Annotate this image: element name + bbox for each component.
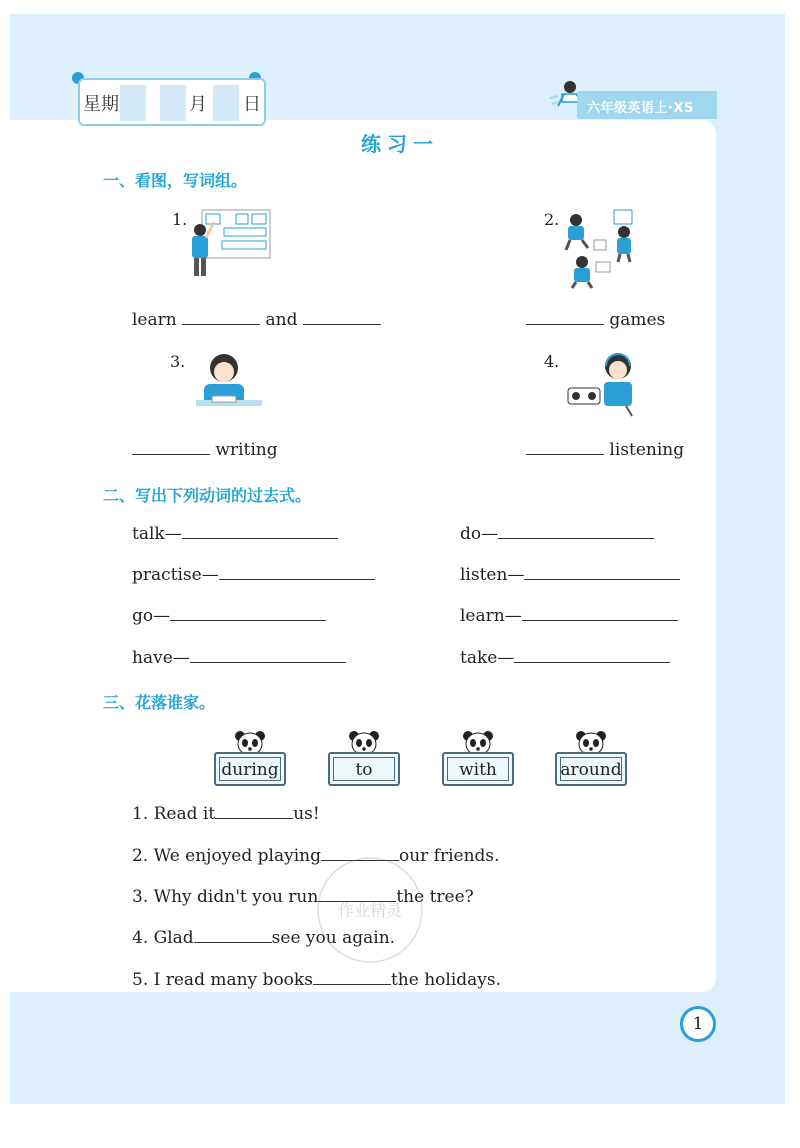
answer-blank[interactable]: [526, 441, 604, 455]
answer-blank[interactable]: [219, 566, 375, 580]
verb-word: listen—: [460, 565, 525, 585]
word-card-around[interactable]: [555, 752, 627, 786]
sentence-text: 5. I read many books: [132, 970, 313, 990]
verb-word: learn—: [460, 606, 522, 626]
item-number: 2.: [544, 210, 560, 229]
sentence-text: 2. We enjoyed playing: [132, 846, 321, 866]
page-title: 练习一: [361, 132, 439, 156]
verb-word: talk—: [132, 524, 182, 544]
answer-blank[interactable]: [526, 311, 604, 325]
answer-blank[interactable]: [514, 649, 670, 663]
answer-blank[interactable]: [170, 607, 326, 621]
verb-word: have—: [132, 648, 190, 668]
answer-blank[interactable]: [190, 649, 346, 663]
weekday-label: 星期: [83, 94, 119, 115]
children-playing-image: [562, 206, 642, 290]
answer-blank[interactable]: [194, 929, 272, 943]
item-number: 1.: [172, 210, 188, 229]
watermark-text: 作业精灵: [337, 901, 403, 920]
sentence-text: us!: [293, 804, 320, 824]
sentence-text: our friends.: [398, 846, 500, 866]
answer-blank[interactable]: [182, 525, 338, 539]
answer-blank[interactable]: [303, 311, 381, 325]
answer-blank[interactable]: [498, 525, 654, 539]
phrase-word: learn: [132, 310, 177, 330]
verb-word: take—: [460, 648, 515, 668]
verb-row: [460, 606, 678, 626]
answer-blank[interactable]: [182, 311, 260, 325]
sentence-1: [132, 804, 320, 824]
date-box: [78, 78, 266, 126]
word-card-to[interactable]: [328, 752, 400, 786]
item-number: 4.: [544, 352, 560, 371]
answer-blank[interactable]: [522, 607, 678, 621]
phrase-word: listening: [609, 440, 685, 460]
answer-blank[interactable]: [524, 566, 680, 580]
boy-at-blackboard-image: [188, 208, 272, 278]
sentence-text: 3. Why didn't you run: [132, 887, 319, 907]
month-label: 月: [189, 94, 207, 115]
section-heading: 三、花落谁家。: [103, 693, 216, 712]
verb-row: [132, 565, 375, 585]
word-card-during[interactable]: [214, 752, 286, 786]
sentence-text: the holidays.: [390, 970, 502, 990]
phrase-4: [526, 440, 684, 460]
answer-blank[interactable]: [215, 805, 293, 819]
weekday-field[interactable]: [120, 85, 146, 121]
section-heading: 二、写出下列动词的过去式。: [103, 486, 312, 505]
sentence-text: 4. Glad: [132, 928, 194, 948]
word-card-label: with: [459, 760, 497, 780]
verb-row: [132, 524, 338, 544]
section-heading: 一、看图，写词组。: [103, 171, 248, 190]
phrase-word: and: [265, 310, 298, 330]
verb-row: [460, 565, 680, 585]
month-field[interactable]: [160, 85, 186, 121]
verb-word: practise—: [132, 565, 219, 585]
page-number: 1: [680, 1006, 716, 1042]
phrase-2: [526, 310, 665, 330]
boy-listening-image: [566, 348, 642, 418]
answer-blank[interactable]: [313, 971, 391, 985]
verb-row: [132, 648, 346, 668]
phrase-word: writing: [215, 440, 278, 460]
answer-blank[interactable]: [132, 441, 210, 455]
verb-row: [460, 524, 654, 544]
word-card-label: to: [355, 760, 373, 780]
phrase-1: [132, 310, 381, 330]
sentence-text: the tree?: [396, 887, 474, 907]
phrase-3: [132, 440, 278, 460]
sentence-5: [132, 970, 501, 990]
item-number: 3.: [170, 352, 186, 371]
word-card-label: around: [560, 760, 622, 780]
word-card-label: during: [221, 760, 279, 780]
verb-word: do—: [460, 524, 499, 544]
verb-word: go—: [132, 606, 171, 626]
sentence-text: 1. Read it: [132, 804, 216, 824]
boy-writing-image: [188, 350, 268, 412]
word-card-with[interactable]: [442, 752, 514, 786]
verb-row: [460, 648, 670, 668]
day-field[interactable]: [213, 85, 239, 121]
day-label: 日: [243, 94, 261, 115]
grade-banner: 六年级英语上·XS: [577, 91, 717, 119]
verb-row: [132, 606, 326, 626]
sentence-text: see you again.: [271, 928, 396, 948]
phrase-word: games: [609, 310, 666, 330]
watermark-stamp: [300, 850, 440, 970]
